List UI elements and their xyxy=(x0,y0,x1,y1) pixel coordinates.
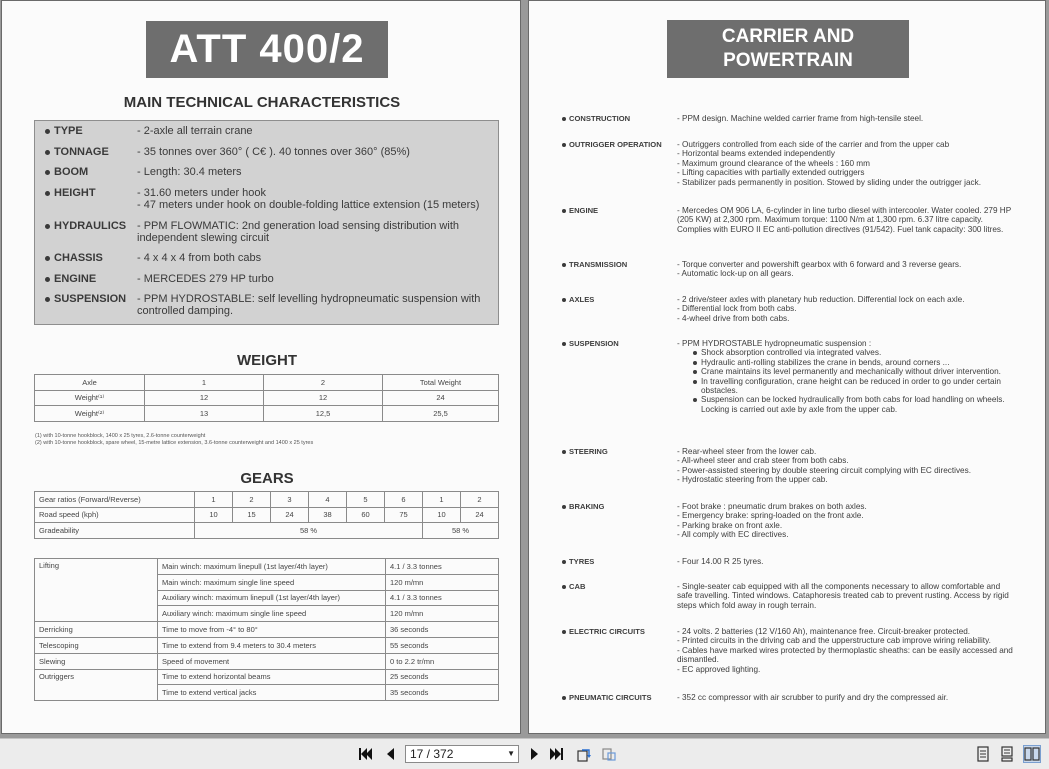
spec-label: TONNAGE xyxy=(45,146,109,158)
spec-value: - PPM HYDROSTABLE: self levelling hydropneumatic suspension with controlled damping. xyxy=(137,293,481,317)
table-row: Lifting Main winch: maximum linepull (1st layer/4th layer) 4.1 / 3.3 tonnes xyxy=(35,559,499,575)
table-row: Derricking Time to move from -4° to 80° 36 seconds xyxy=(35,622,499,638)
section-label: STEERING xyxy=(562,447,608,456)
continuous-view-icon[interactable] xyxy=(999,746,1015,762)
section-text: - Four 14.00 R 25 tyres. xyxy=(677,557,764,566)
table-row: Weight⁽¹⁾ 12 12 24 xyxy=(35,390,499,406)
pdf-page-right xyxy=(528,0,1046,734)
spec-box xyxy=(34,120,499,325)
main-characteristics-title: MAIN TECHNICAL CHARACTERISTICS xyxy=(123,94,401,111)
footnote: (1) with 10-tonne hookblock, 1400 x 25 tyres, 2.6-tonne counterweight xyxy=(35,433,206,439)
table-row: Gradeability 58 % 58 % xyxy=(35,523,499,539)
section-label: CAB xyxy=(562,582,585,591)
section-label: OUTRIGGER OPERATION xyxy=(562,140,662,149)
section-label: PNEUMATIC CIRCUITS xyxy=(562,693,652,702)
spec-value: - 31.60 meters under hook - 47 meters under hook on double-folding lattice extension (15 meters) xyxy=(137,187,480,211)
section-text: - Outriggers controlled from each side of the carrier and from the upper cab - Horizontal beams extended independently - Maximum ground clearance of the wheels : 160 mm - Lifting capacities with partially extended outriggers - Stabilizer pads permanently in position. Stowed by sliding under the outrigger jack. xyxy=(677,140,982,187)
spec-label: HEIGHT xyxy=(45,187,96,199)
spec-label: ENGINE xyxy=(45,273,96,285)
table-row: Time to extend vertical jacks 35 seconds xyxy=(35,685,499,701)
section-label: SUSPENSION xyxy=(562,339,619,348)
spec-label: HYDRAULICS xyxy=(45,220,126,232)
section-label: BRAKING xyxy=(562,502,604,511)
table-row: Axle 1 2 Total Weight xyxy=(35,375,499,391)
single-page-view-icon[interactable] xyxy=(975,746,991,762)
section-text: - 2 drive/steer axles with planetary hub reduction. Differential lock on each axle. - Differential lock from both cabs. - 4-wheel drive from both cabs. xyxy=(677,295,965,323)
section-banner: CARRIER AND POWERTRAIN xyxy=(667,20,909,78)
table-row: Road speed (kph) 10 15 24 38 60 75 10 24 xyxy=(35,507,499,523)
spec-label: CHASSIS xyxy=(45,252,103,264)
first-page-icon[interactable] xyxy=(357,746,373,762)
spec-value: - 35 tonnes over 360° ( C€ ). 40 tonnes over 360° (85%) xyxy=(137,146,410,158)
previous-page-icon[interactable] xyxy=(383,746,399,762)
pdf-page-left xyxy=(1,0,521,734)
section-text: - Mercedes OM 906 LA, 6-cylinder in line turbo diesel with intercooler. Water cooled. 279 HP (205 KW) at 2,300 rpm. Maximum torque: 1100 N/m at 1,300 rpm. 6.37 litre capacity. Complies with EURO II EC anti-pollution directives (91/542). Fuel tank capacity: 300 litres. xyxy=(677,206,1012,234)
section-label: CONSTRUCTION xyxy=(562,114,630,123)
section-text: - PPM HYDROSTABLE hydropneumatic suspension : Shock absorption controlled via integrated valves. Hydraulic anti-rolling stabilizes the crane in bends, around corners ... Crane maintains its level permanently and mechanically without driver intervention. In travelling configuration, crane height can be reduced in order to go under certain obstacles. Suspension can be locked hydraulically from both cabs for load handling on wheels. Locking is carried out axle by axle from the upper cab. xyxy=(677,339,1017,414)
viewer-toolbar xyxy=(0,738,1049,769)
table-row: Auxiliary winch: maximum linepull (1st layer/4th layer) 4.1 / 3.3 tonnes xyxy=(35,590,499,606)
weight-title: WEIGHT xyxy=(237,352,297,369)
gears-table xyxy=(34,491,499,539)
spec-value: - PPM FLOWMATIC: 2nd generation load sensing distribution with independent slewing circuit xyxy=(137,220,459,244)
spec-label: BOOM xyxy=(45,166,88,178)
section-label: TRANSMISSION xyxy=(562,260,627,269)
section-label: ELECTRIC CIRCUITS xyxy=(562,627,645,636)
spec-value: - 2-axle all terrain crane xyxy=(137,125,253,137)
section-label: TYRES xyxy=(562,557,594,566)
footnote: (2) with 10-tonne hookblock, spare wheel, 15-metre lattice extension, 3.6-tonne counterweight and 1400 x 25 tyres xyxy=(35,440,314,446)
section-label: AXLES xyxy=(562,295,594,304)
section-label: ENGINE xyxy=(562,206,598,215)
table-row: Main winch: maximum single line speed 120 m/mn xyxy=(35,574,499,590)
table-row: Auxiliary winch: maximum single line speed 120 m/mn xyxy=(35,606,499,622)
rotate-page-icon[interactable] xyxy=(576,746,592,762)
section-text: - Single-seater cab equipped with all the components necessary to allow comfortable and safe travelling. Tinted windows. Cataphoresis treated cab to prevent rusting. Access by rigid steps which fold away in rough terrain. xyxy=(677,582,1009,610)
section-text: - PPM design. Machine welded carrier frame from high-tensile steel. xyxy=(677,114,924,123)
chevron-down-icon: ▼ xyxy=(507,749,515,758)
next-page-icon[interactable] xyxy=(526,746,542,762)
section-text: - Foot brake : pneumatic drum brakes on both axles. - Emergency brake: spring-loaded on the front axle. - Parking brake on front axle. - All comply with EC directives. xyxy=(677,502,867,540)
spec-label: TYPE xyxy=(45,125,83,137)
section-text: - Rear-wheel steer from the lower cab. - All-wheel steer and crab steer from both cabs. - Power-assisted steering by double steering circuit complying with EC directives. - Hydrostatic steering from the upper cab. xyxy=(677,447,971,485)
weight-table xyxy=(34,374,499,422)
performance-table xyxy=(34,558,499,701)
spec-value: - 4 x 4 x 4 from both cabs xyxy=(137,252,262,264)
spec-value: - MERCEDES 279 HP turbo xyxy=(137,273,274,285)
spec-label: SUSPENSION xyxy=(45,293,126,305)
table-row: Slewing Speed of movement 0 to 2.2 tr/mn xyxy=(35,653,499,669)
last-page-icon[interactable] xyxy=(549,746,565,762)
table-row: Weight⁽²⁾ 13 12,5 25,5 xyxy=(35,406,499,422)
table-row: Outriggers Time to extend horizontal beams 25 seconds xyxy=(35,669,499,685)
section-text: - 352 cc compressor with air scrubber to purify and dry the compressed air. xyxy=(677,693,949,702)
two-page-view-icon[interactable] xyxy=(1024,746,1040,762)
page-number-select[interactable]: 17 / 372 ▼ xyxy=(405,745,519,763)
table-row: Gear ratios (Forward/Reverse) 1 2 3 4 5 6 1 2 xyxy=(35,492,499,508)
section-text: - 24 volts. 2 batteries (12 V/160 Ah), maintenance free. Circuit-breaker protected. - Printed circuits in the driving cab and the upperstructure cab improve wiring reliability. - Cables have marked wires protected by thermoplastic sheaths: can be easily accessed and dismantled. - EC approved lighting. xyxy=(677,627,1013,674)
fit-page-icon[interactable] xyxy=(601,746,617,762)
spec-value: - Length: 30.4 meters xyxy=(137,166,242,178)
table-row: Telescoping Time to extend from 9.4 meters to 30.4 meters 55 seconds xyxy=(35,637,499,653)
section-text: - Torque converter and powershift gearbox with 6 forward and 3 reverse gears. - Automatic lock-up on all gears. xyxy=(677,260,962,279)
gears-title: GEARS xyxy=(240,470,294,487)
model-banner: ATT 400/2 xyxy=(146,21,388,78)
